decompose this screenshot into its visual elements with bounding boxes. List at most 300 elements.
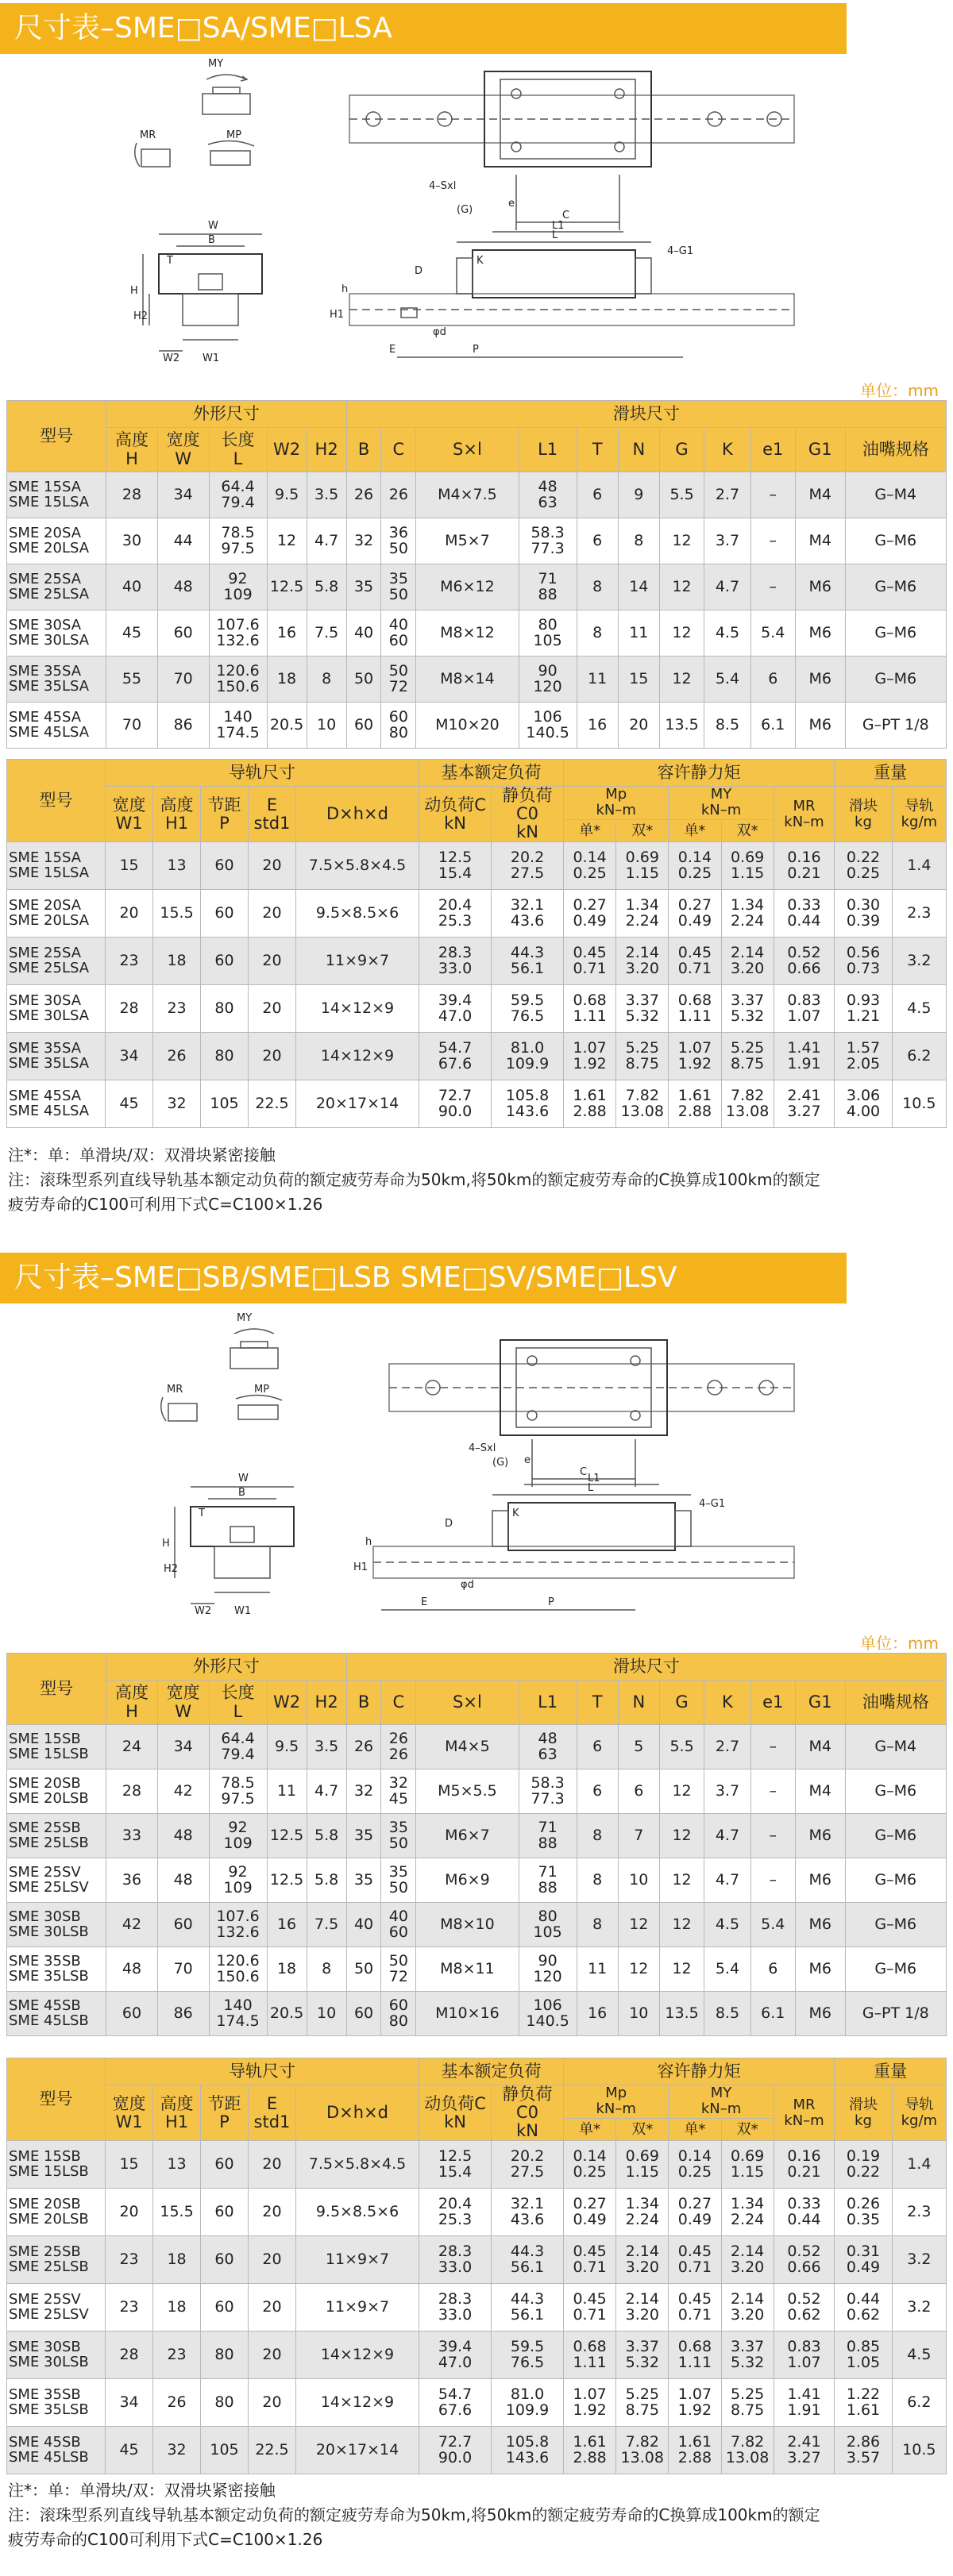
column-header: E std1 xyxy=(248,2085,295,2141)
column-header: K xyxy=(704,1681,750,1725)
table-cell xyxy=(669,842,721,890)
table-cell: 28 xyxy=(106,1769,158,1814)
table-cell xyxy=(519,1725,577,1769)
column-header: MY kN–m xyxy=(669,787,774,820)
load-rating-table xyxy=(6,2058,947,2474)
table-cell xyxy=(419,2379,492,2427)
model-name: SME 20LSB xyxy=(9,2210,89,2228)
table-cell xyxy=(616,2284,669,2331)
table-cell xyxy=(774,2427,835,2474)
mp-double-value: 13.08 xyxy=(620,2448,664,2466)
mp-double-value: 5.25 xyxy=(625,1038,659,1057)
column-header: e1 xyxy=(750,1681,795,1725)
my-double-value: 13.08 xyxy=(725,1102,770,1120)
table-cell: M10×16 xyxy=(416,1992,519,2036)
table-cell xyxy=(209,1814,267,1858)
header-model: 型号 xyxy=(7,2058,106,2141)
table-cell: 12 xyxy=(659,564,704,610)
table-cell: 8 xyxy=(577,564,618,610)
table-cell: 48 xyxy=(157,1858,209,1903)
length-value: 79.4 xyxy=(221,1745,255,1763)
model-name: SME 25SA xyxy=(9,944,82,961)
model-cell xyxy=(7,2141,106,2189)
table-cell xyxy=(419,985,492,1033)
table-cell xyxy=(835,2189,892,2236)
diagram-label-w1: W1 xyxy=(203,352,220,364)
dynamic-load-value: 54.7 xyxy=(438,1038,473,1057)
diagram-label-h2: H2 xyxy=(133,310,149,322)
table-cell: 4.7 xyxy=(704,564,750,610)
table-cell: 3.2 xyxy=(892,2284,946,2331)
table-row xyxy=(7,1992,947,2036)
table-cell: 34 xyxy=(157,472,209,518)
table-cell xyxy=(419,2284,492,2331)
my-single-value: 0.45 xyxy=(677,943,712,961)
notes xyxy=(8,1143,820,1217)
table-cell: 60 xyxy=(157,610,209,657)
column-header: 高度 H xyxy=(106,428,158,472)
table-cell: 3.7 xyxy=(704,1769,750,1814)
dynamic-load-value: 12.5 xyxy=(438,848,473,866)
static-load-value: 109.9 xyxy=(505,1054,550,1072)
diagram-label-h1: H1 xyxy=(353,1561,368,1573)
column-header: 油嘴规格 xyxy=(845,1681,946,1725)
table-row xyxy=(7,1947,947,1992)
table-cell: 50 72 xyxy=(381,657,416,703)
table-cell xyxy=(774,2379,835,2427)
table-cell: M6 xyxy=(795,703,845,749)
l1-value: 63 xyxy=(538,1745,558,1763)
dynamic-load-value: 20.4 xyxy=(438,895,473,914)
table-cell xyxy=(209,1992,267,2036)
model-name: SME 30LSB xyxy=(9,1923,89,1940)
table-cell: M6×7 xyxy=(416,1814,519,1858)
mr-value: 0.66 xyxy=(787,2258,821,2276)
l1-value: 77.3 xyxy=(531,1789,565,1808)
table-cell xyxy=(616,1033,669,1080)
table-cell: 34 xyxy=(106,2379,153,2427)
my-double-value: 1.34 xyxy=(730,895,765,914)
table-cell xyxy=(721,2379,774,2427)
table-cell: 16 xyxy=(577,703,618,749)
table-cell: 8 xyxy=(577,1903,618,1947)
table-cell: 32 xyxy=(346,518,381,564)
diagram-label-l1: L1 xyxy=(552,220,565,232)
table-cell: – xyxy=(750,518,795,564)
my-single-value: 1.07 xyxy=(677,2385,712,2403)
column-header: 双* xyxy=(616,2118,669,2141)
table-cell: 60 xyxy=(201,2236,249,2284)
column-header: G1 xyxy=(795,428,845,472)
l1-value: 48 xyxy=(538,1729,558,1747)
dynamic-load-value: 33.0 xyxy=(438,2305,473,2324)
table-cell: 7 xyxy=(618,1814,659,1858)
table-row xyxy=(7,472,947,518)
model-cell xyxy=(7,1080,106,1128)
table-cell: 5.4 xyxy=(750,1903,795,1947)
table-cell: 26 xyxy=(346,1725,381,1769)
table-cell: 26 xyxy=(346,472,381,518)
table-cell xyxy=(519,1858,577,1903)
mp-single-value: 1.92 xyxy=(573,1054,607,1072)
table-cell xyxy=(519,1947,577,1992)
table-cell: 4.7 xyxy=(307,518,346,564)
block-weight-value: 2.05 xyxy=(846,1054,881,1072)
technical-drawing xyxy=(0,56,953,373)
table-cell: 2.3 xyxy=(892,2189,946,2236)
table-cell: 26 26 xyxy=(381,1725,416,1769)
length-value: 92 xyxy=(228,569,248,587)
table-cell: G–M6 xyxy=(845,657,946,703)
model-name: SME 30SB xyxy=(9,1908,81,1925)
table-cell xyxy=(616,842,669,890)
mp-double-value: 3.20 xyxy=(625,959,659,977)
table-cell: 8.5 xyxy=(704,1992,750,2036)
table-cell: 70 xyxy=(106,703,158,749)
dynamic-load-value: 28.3 xyxy=(438,2242,473,2260)
table-cell xyxy=(835,2427,892,2474)
model-cell xyxy=(7,842,106,890)
column-header: MR kN–m xyxy=(774,787,835,842)
header-group: 滑块尺寸 xyxy=(346,401,946,428)
my-single-value: 2.88 xyxy=(677,1102,712,1120)
table-cell xyxy=(721,2427,774,2474)
table-cell xyxy=(835,1080,892,1128)
column-header: N xyxy=(618,1681,659,1725)
my-single-value: 0.14 xyxy=(677,848,712,866)
table-cell xyxy=(616,2427,669,2474)
table-cell: 9.5 xyxy=(267,1725,307,1769)
table-cell: 15.5 xyxy=(153,2189,201,2236)
diagram-label-k: K xyxy=(512,1507,519,1519)
diagram-label-h2: H2 xyxy=(164,1563,179,1575)
header-model: 型号 xyxy=(7,401,106,472)
table-cell xyxy=(419,2427,492,2474)
model-name: SME 45LSA xyxy=(9,723,90,741)
table-cell: 4.7 xyxy=(704,1814,750,1858)
diagram-label-phid: φd xyxy=(461,1579,474,1591)
diagram-label-g: (G) xyxy=(492,1457,509,1469)
table-cell xyxy=(835,2379,892,2427)
block-weight-value: 1.57 xyxy=(846,1038,881,1057)
table-cell: 6 xyxy=(577,472,618,518)
my-double-value: 1.34 xyxy=(730,2194,765,2212)
table-cell xyxy=(209,1903,267,1947)
table-cell xyxy=(492,890,564,938)
table-cell: 20 xyxy=(248,985,295,1033)
mr-value: 0.21 xyxy=(787,2162,821,2181)
table-cell: 20.5 xyxy=(267,1992,307,2036)
length-value: 120.6 xyxy=(216,1951,260,1970)
table-cell: – xyxy=(750,1725,795,1769)
table-cell: 6.2 xyxy=(892,1033,946,1080)
table-cell: 7.5 xyxy=(307,1903,346,1947)
table-cell: 12 xyxy=(659,1814,704,1858)
table-cell: 15 xyxy=(618,657,659,703)
block-weight-value: 1.05 xyxy=(846,2353,881,2371)
model-name: SME 20SA xyxy=(9,896,82,914)
my-double-value: 0.69 xyxy=(730,848,765,866)
model-cell xyxy=(7,564,106,610)
column-header: 单* xyxy=(669,2118,721,2141)
dynamic-load-value: 33.0 xyxy=(438,959,473,977)
header-model: 型号 xyxy=(7,760,106,842)
table-cell xyxy=(721,842,774,890)
model-name: SME 35LSB xyxy=(9,1967,89,1985)
length-value: 92 xyxy=(228,1862,248,1881)
diagram-label-mp: MP xyxy=(254,1384,270,1396)
l1-value: 71 xyxy=(538,1862,558,1881)
table-cell xyxy=(616,890,669,938)
column-header: N xyxy=(618,428,659,472)
section-title: 尺寸表–SME□SB/SME□LSB SME□SV/SME□LSV xyxy=(0,1253,847,1303)
model-name: SME 35SB xyxy=(9,2385,81,2403)
table-cell xyxy=(519,657,577,703)
table-cell: 20 xyxy=(106,2189,153,2236)
dynamic-load-value: 47.0 xyxy=(438,1007,473,1025)
table-cell xyxy=(616,938,669,985)
table-cell xyxy=(835,2236,892,2284)
table-cell xyxy=(774,938,835,985)
column-header: S×l xyxy=(416,428,519,472)
table-cell xyxy=(564,2379,616,2427)
table-cell xyxy=(492,2189,564,2236)
table-cell: 2.7 xyxy=(704,472,750,518)
static-load-value: 105.8 xyxy=(505,2432,550,2451)
table-cell: 20 xyxy=(248,2141,295,2189)
length-value: 64.4 xyxy=(221,477,255,495)
my-single-value: 0.27 xyxy=(677,895,712,914)
model-name: SME 25LSV xyxy=(9,2305,89,2323)
my-single-value: 1.07 xyxy=(677,1038,712,1057)
table-cell: 48 xyxy=(106,1947,158,1992)
diagram-label-p: P xyxy=(473,344,479,356)
table-row xyxy=(7,610,947,657)
column-header: 静负荷C0 kN xyxy=(492,787,564,842)
table-cell: 23 xyxy=(153,2331,201,2379)
l1-value: 58.3 xyxy=(531,1773,565,1792)
static-load-value: 59.5 xyxy=(510,991,545,1009)
my-single-value: 0.14 xyxy=(677,2147,712,2165)
diagram-label-phid: φd xyxy=(433,326,446,338)
my-double-value: 5.25 xyxy=(730,2385,765,2403)
model-name: SME 35LSA xyxy=(9,677,90,695)
table-cell: 15 xyxy=(106,842,153,890)
model-name: SME 15SA xyxy=(9,849,82,866)
model-name: SME 30SA xyxy=(9,616,82,633)
column-header: 长度 L xyxy=(209,428,267,472)
my-single-value: 0.45 xyxy=(677,2242,712,2260)
table-cell xyxy=(835,2141,892,2189)
table-cell: 48 xyxy=(157,564,209,610)
length-value: 120.6 xyxy=(216,661,260,680)
column-header: L1 xyxy=(519,1681,577,1725)
table-cell: 8 xyxy=(577,1858,618,1903)
mr-value: 0.62 xyxy=(787,2305,821,2324)
table-cell: 8 xyxy=(307,1947,346,1992)
table-row xyxy=(7,2427,947,2474)
static-load-value: 32.1 xyxy=(510,2194,545,2212)
my-double-value: 2.24 xyxy=(730,2210,765,2228)
mp-single-value: 1.11 xyxy=(573,2353,607,2371)
table-cell xyxy=(419,1033,492,1080)
table-cell xyxy=(492,2331,564,2379)
table-cell xyxy=(774,1080,835,1128)
table-row xyxy=(7,2236,947,2284)
table-cell: 3.7 xyxy=(704,518,750,564)
column-header: 宽度 W1 xyxy=(106,2085,153,2141)
mp-single-value: 1.11 xyxy=(573,1007,607,1025)
table-cell: G–M4 xyxy=(845,472,946,518)
table-cell: 60 xyxy=(201,2189,249,2236)
table-cell: 80 xyxy=(201,985,249,1033)
length-value: 109 xyxy=(223,585,253,603)
column-header: 动负荷C kN xyxy=(419,787,492,842)
load-rating-table xyxy=(6,759,947,1128)
table-cell: 80 xyxy=(201,2331,249,2379)
table-cell: 42 xyxy=(106,1903,158,1947)
table-cell: 60 xyxy=(346,703,381,749)
my-double-value: 3.37 xyxy=(730,2337,765,2355)
model-name: SME 15SA xyxy=(9,478,82,495)
mp-single-value: 0.25 xyxy=(573,2162,607,2181)
table-cell: 16 xyxy=(267,1903,307,1947)
table-cell: 12 xyxy=(659,1903,704,1947)
table-cell: 7.5 xyxy=(307,610,346,657)
note-line: 注*：单：单滑块/双：双滑块紧密接触 xyxy=(8,2481,276,2500)
table-cell xyxy=(721,890,774,938)
column-header: 油嘴规格 xyxy=(845,428,946,472)
mp-single-value: 0.27 xyxy=(573,895,607,914)
l1-value: 140.5 xyxy=(526,2012,569,2030)
length-value: 174.5 xyxy=(216,2012,260,2030)
header-group: 外形尺寸 xyxy=(106,1654,346,1681)
my-single-value: 0.68 xyxy=(677,2337,712,2355)
block-weight-value: 2.86 xyxy=(846,2432,881,2451)
diagram-label-mr: MR xyxy=(167,1384,183,1396)
diagram-label-h1: H1 xyxy=(330,309,345,321)
length-value: 78.5 xyxy=(221,523,255,541)
model-name: SME 25LSB xyxy=(9,1834,89,1851)
header-group: 外形尺寸 xyxy=(106,401,346,428)
table-cell: 26 xyxy=(381,472,416,518)
mr-value: 1.41 xyxy=(787,2385,821,2403)
table-cell: 18 xyxy=(153,938,201,985)
mp-single-value: 1.07 xyxy=(573,2385,607,2403)
table-cell xyxy=(209,564,267,610)
l1-value: 106 xyxy=(533,1996,562,2014)
column-header: 静负荷C0 kN xyxy=(492,2085,564,2141)
table-cell: 6.1 xyxy=(750,703,795,749)
table-cell xyxy=(774,2331,835,2379)
my-double-value: 2.14 xyxy=(730,2242,765,2260)
table-cell xyxy=(774,985,835,1033)
diagram-label-d: D xyxy=(445,1518,453,1530)
column-header: W2 xyxy=(267,1681,307,1725)
length-value: 140 xyxy=(223,1996,253,2014)
dynamic-load-value: 47.0 xyxy=(438,2353,473,2371)
l1-value: 71 xyxy=(538,1818,558,1836)
diagram-label-g1: 4–G1 xyxy=(667,245,694,257)
model-cell xyxy=(7,2379,106,2427)
length-value: 174.5 xyxy=(216,723,260,741)
table-cell: 4.5 xyxy=(892,985,946,1033)
diagram-label-w2: W2 xyxy=(195,1605,212,1617)
table-row xyxy=(7,2284,947,2331)
table-cell xyxy=(419,2331,492,2379)
my-double-value: 1.15 xyxy=(730,2162,765,2181)
table-cell xyxy=(669,938,721,985)
mp-single-value: 0.14 xyxy=(573,2147,607,2165)
table-cell xyxy=(721,2141,774,2189)
column-header: MY kN–m xyxy=(669,2085,774,2119)
model-name: SME 20LSB xyxy=(9,1789,89,1807)
note-line: 注*：单：单滑块/双：双滑块紧密接触 xyxy=(8,1146,276,1165)
mp-single-value: 0.45 xyxy=(573,943,607,961)
table-cell: 86 xyxy=(157,1992,209,2036)
table-row xyxy=(7,2141,947,2189)
length-value: 109 xyxy=(223,1834,253,1852)
table-cell xyxy=(564,2331,616,2379)
block-weight-value: 0.93 xyxy=(846,991,881,1009)
l1-value: 88 xyxy=(538,1878,558,1896)
diagram-label-k: K xyxy=(476,255,484,267)
l1-value: 120 xyxy=(533,1967,562,1985)
dynamic-load-value: 28.3 xyxy=(438,943,473,961)
column-header: Mp kN–m xyxy=(564,2085,669,2119)
model-cell xyxy=(7,1725,106,1769)
model-name: SME 45SB xyxy=(9,1996,81,2014)
table-cell: 5.4 xyxy=(750,610,795,657)
mp-single-value: 0.25 xyxy=(573,864,607,882)
dynamic-load-value: 12.5 xyxy=(438,2147,473,2165)
static-load-value: 44.3 xyxy=(510,943,545,961)
table-cell: 10 xyxy=(307,1992,346,2036)
table-cell: 8 xyxy=(307,657,346,703)
table-cell: G–M6 xyxy=(845,1947,946,1992)
table-cell: 6 xyxy=(750,657,795,703)
static-load-value: 20.2 xyxy=(510,2147,545,2165)
model-name: SME 20SB xyxy=(9,1774,81,1792)
column-header: 双* xyxy=(721,2118,774,2141)
diagram-label-t: T xyxy=(199,1507,205,1519)
table-cell: 11 xyxy=(577,657,618,703)
model-name: SME 35LSA xyxy=(9,1054,90,1072)
mp-double-value: 1.34 xyxy=(625,895,659,914)
model-name: SME 15SB xyxy=(9,1730,81,1747)
block-weight-value: 3.06 xyxy=(846,1086,881,1104)
mr-value: 1.91 xyxy=(787,1054,821,1072)
column-header: 双* xyxy=(721,819,774,842)
table-row xyxy=(7,1814,947,1858)
table-cell xyxy=(492,2236,564,2284)
column-header: G xyxy=(659,1681,704,1725)
table-cell: 4.5 xyxy=(892,2331,946,2379)
mr-value: 0.52 xyxy=(787,2242,821,2260)
table-cell xyxy=(564,2189,616,2236)
table-cell: 8 xyxy=(577,1814,618,1858)
static-load-value: 27.5 xyxy=(510,2162,545,2181)
table-row xyxy=(7,1033,947,1080)
table-cell: 6 xyxy=(618,1769,659,1814)
block-weight-value: 0.22 xyxy=(846,2162,881,2181)
static-load-value: 43.6 xyxy=(510,2210,545,2228)
column-header: 宽度 W xyxy=(157,428,209,472)
table-cell xyxy=(616,1080,669,1128)
table-cell xyxy=(492,985,564,1033)
column-header: G1 xyxy=(795,1681,845,1725)
table-cell: G–PT 1/8 xyxy=(845,703,946,749)
